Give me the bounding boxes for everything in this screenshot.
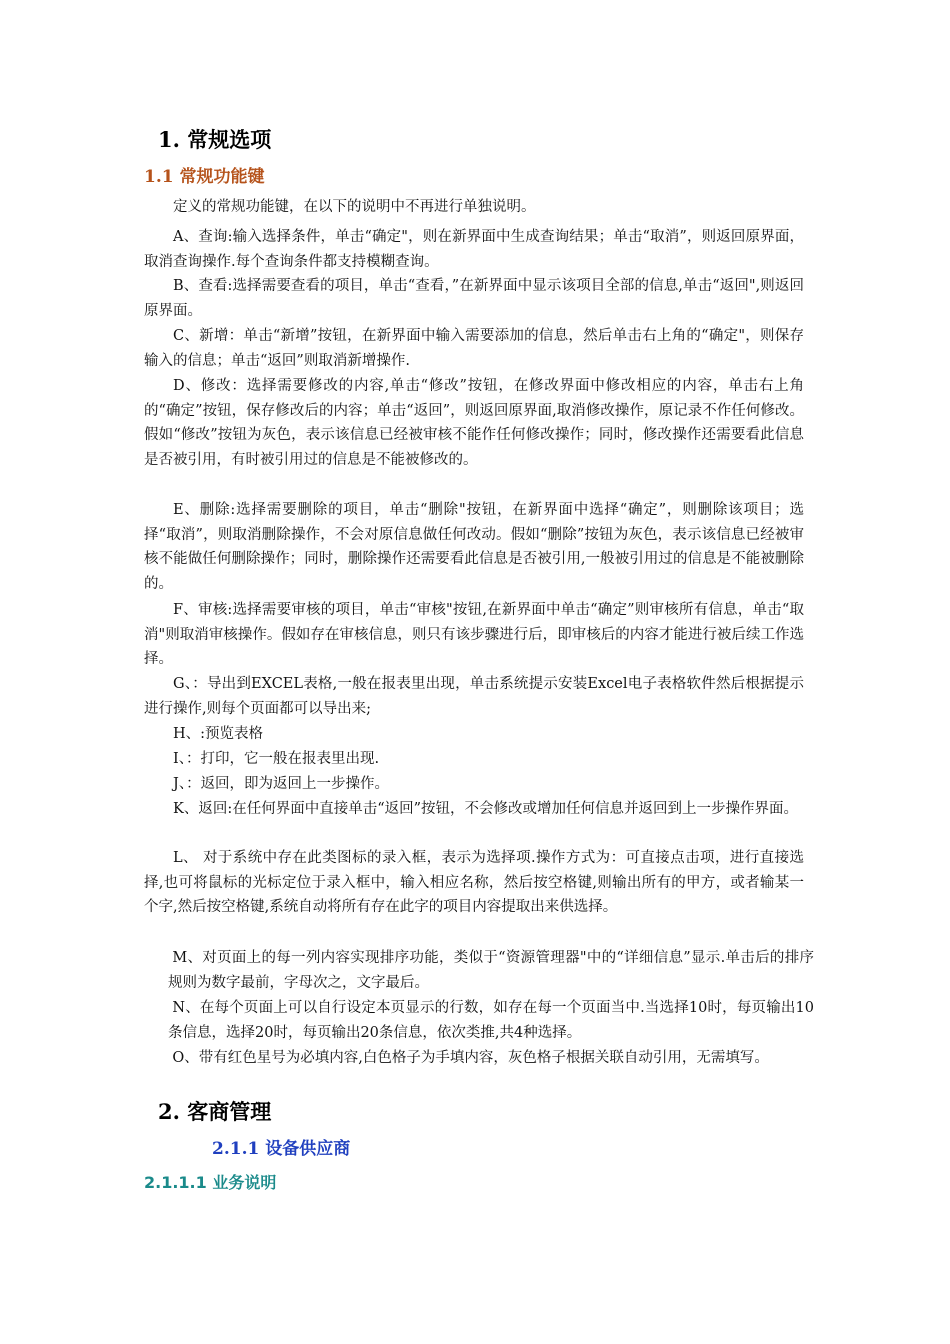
item-m-paragraph: M、对页面上的每一列内容实现排序功能，类似于“资源管理器"中的“详细信息”显示.单击后的排序规则为数字最前，字母次之，文字最后。 — [168, 950, 814, 991]
item-f-paragraph: F、审核:选择需要审核的项目，单击“审核"按钮,在新界面中单击“确定”则审核所有信息，单击“取消"则取消审核操作。假如存在审核信息，则只有该步骤进行后，即审核后的内容才能进行被后续工作选择。 — [144, 602, 804, 667]
item-d-paragraph: D、修改：选择需要修改的内容,单击“修改”按钮，在修改界面中修改相应的内容，单击右上角的“确定”按钮，保存修改后的内容；单击“返回”，则返回原界面,取消修改操作，原记录不作任何修改。假如“修改”按钮为灰色，表示该信息已经被审核不能作任何修改操作；同时，修改操作还需要看此信息是否被引用，有时被引用过的信息是不能被修改的。 — [144, 378, 804, 468]
section-heading-2-1-1: 2.1.1 设备供应商 — [212, 1139, 351, 1159]
item-k-paragraph: K、返回:在任何界面中直接单击“返回”按钮，不会修改或增加任何信息并返回到上一步操作界面。 — [173, 801, 799, 817]
item-o-paragraph: O、带有红色星号为必填内容,白色格子为手填内容，灰色格子根据关联自动引用，无需填写。 — [172, 1050, 769, 1066]
item-n-paragraph: N、在每个页面上可以自行设定本页显示的行数，如存在每一个页面当中.当选择10时，每页输出10条信息，选择20时，每页输出20条信息，依次类推,共4种选择。 — [168, 1000, 814, 1041]
item-j-paragraph: J、：返回，即为返回上一步操作。 — [173, 776, 390, 792]
section-heading-1-1: 1.1 常规功能键 — [144, 167, 265, 187]
item-e-paragraph: E、删除:选择需要删除的项目，单击“删除"按钮，在新界面中选择“确定”，则删除该项目；选择“取消”，则取消删除操作，不会对原信息做任何改动。假如“删除”按钮为灰色，表示该信息已经被审核不能做任何删除操作；同时，删除操作还需要看此信息是否被引用,一般被引用过的信息是不能被删除的。 — [144, 502, 804, 592]
section-heading-2-1-1-1: 2.1.1.1 业务说明 — [144, 1173, 277, 1192]
item-b-paragraph: B、查看:选择需要查看的项目，单击“查看，”在新界面中显示该项目全部的信息,单击“返回",则返回原界面。 — [144, 278, 804, 319]
item-a-paragraph: A、查询:输入选择条件，单击“确定"，则在新界面中生成查询结果；单击“取消”，则返回原界面，取消查询操作.每个查询条件都支持模糊查询。 — [144, 229, 804, 270]
intro-paragraph: 定义的常规功能键，在以下的说明中不再进行单独说明。 — [173, 199, 536, 215]
item-g-paragraph: G、：导出到EXCEL表格,一般在报表里出现，单击系统提示安装Excel电子表格软件然后根据提示进行操作,则每个页面都可以导出来; — [144, 676, 804, 717]
item-c-paragraph: C、新增：单击“新增”按钮，在新界面中输入需要添加的信息，然后单击右上角的“确定"，则保存输入的信息；单击“返回”则取消新增操作. — [144, 328, 804, 369]
section-heading-2: 2. 客商管理 — [158, 1099, 272, 1124]
section-heading-1: 1. 常规选项 — [158, 127, 272, 152]
item-l-paragraph: L、 对于系统中存在此类图标的录入框，表示为选择项.操作方式为：可直接点击项，进行直接选择,也可将鼠标的光标定位于录入框中，输入相应名称，然后按空格键,则输出所有的甲方，或者输某一个字,然后按空格键,系统自动将所有存在此字的项目内容提取出来供选择。 — [144, 850, 804, 915]
item-h-paragraph: H、:预览表格 — [173, 726, 264, 742]
item-i-paragraph: I、：打印，它一般在报表里出现. — [173, 751, 380, 767]
